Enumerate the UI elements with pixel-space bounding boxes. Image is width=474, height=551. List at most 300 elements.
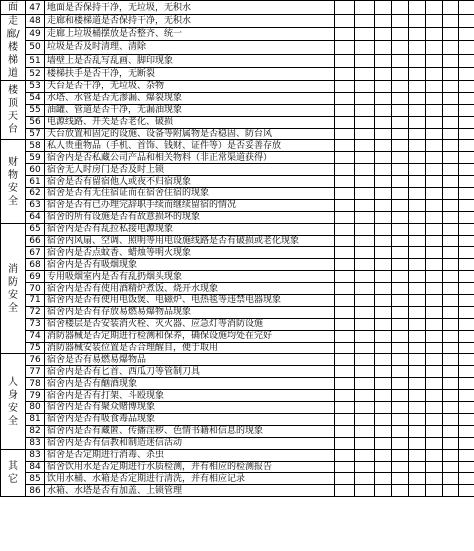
check-cell[interactable] <box>459 354 474 366</box>
check-cell[interactable] <box>355 247 375 259</box>
check-cell[interactable] <box>392 473 409 485</box>
check-cell[interactable] <box>459 1 474 15</box>
check-cell[interactable] <box>459 259 474 271</box>
check-cell[interactable] <box>459 461 474 473</box>
check-cell[interactable] <box>409 67 426 80</box>
check-cell[interactable] <box>409 378 426 390</box>
check-cell[interactable] <box>335 28 355 41</box>
check-cell[interactable] <box>355 41 375 54</box>
check-cell[interactable] <box>426 390 443 402</box>
check-cell[interactable] <box>355 176 375 188</box>
check-cell[interactable] <box>409 271 426 283</box>
check-cell[interactable] <box>443 116 459 128</box>
check-cell[interactable] <box>392 342 409 354</box>
check-cell[interactable] <box>459 140 474 152</box>
check-cell[interactable] <box>443 1 459 15</box>
check-cell[interactable] <box>392 28 409 41</box>
check-cell[interactable] <box>355 390 375 402</box>
check-cell[interactable] <box>392 152 409 164</box>
check-cell[interactable] <box>375 449 392 461</box>
check-cell[interactable] <box>409 41 426 54</box>
check-cell[interactable] <box>335 176 355 188</box>
check-cell[interactable] <box>335 128 355 140</box>
check-cell[interactable] <box>426 54 443 67</box>
check-cell[interactable] <box>409 128 426 140</box>
check-cell[interactable] <box>335 390 355 402</box>
check-cell[interactable] <box>459 15 474 28</box>
check-cell[interactable] <box>335 211 355 223</box>
check-cell[interactable] <box>426 92 443 104</box>
check-cell[interactable] <box>443 473 459 485</box>
check-cell[interactable] <box>426 461 443 473</box>
check-cell[interactable] <box>426 152 443 164</box>
check-cell[interactable] <box>443 437 459 449</box>
check-cell[interactable] <box>426 140 443 152</box>
check-cell[interactable] <box>335 461 355 473</box>
check-cell[interactable] <box>409 295 426 307</box>
check-cell[interactable] <box>375 164 392 176</box>
check-cell[interactable] <box>375 485 392 497</box>
check-cell[interactable] <box>375 188 392 200</box>
check-cell[interactable] <box>459 247 474 259</box>
check-cell[interactable] <box>443 295 459 307</box>
check-cell[interactable] <box>443 425 459 437</box>
check-cell[interactable] <box>443 211 459 223</box>
check-cell[interactable] <box>355 413 375 425</box>
check-cell[interactable] <box>392 211 409 223</box>
check-cell[interactable] <box>409 283 426 295</box>
check-cell[interactable] <box>426 259 443 271</box>
check-cell[interactable] <box>426 28 443 41</box>
check-cell[interactable] <box>355 283 375 295</box>
check-cell[interactable] <box>426 342 443 354</box>
check-cell[interactable] <box>409 318 426 330</box>
check-cell[interactable] <box>375 176 392 188</box>
check-cell[interactable] <box>409 402 426 414</box>
check-cell[interactable] <box>459 402 474 414</box>
check-cell[interactable] <box>392 354 409 366</box>
check-cell[interactable] <box>426 247 443 259</box>
check-cell[interactable] <box>426 67 443 80</box>
check-cell[interactable] <box>426 378 443 390</box>
check-cell[interactable] <box>392 413 409 425</box>
check-cell[interactable] <box>459 342 474 354</box>
check-cell[interactable] <box>443 81 459 93</box>
check-cell[interactable] <box>426 15 443 28</box>
check-cell[interactable] <box>392 164 409 176</box>
check-cell[interactable] <box>335 342 355 354</box>
check-cell[interactable] <box>392 425 409 437</box>
check-cell[interactable] <box>459 283 474 295</box>
check-cell[interactable] <box>392 271 409 283</box>
check-cell[interactable] <box>375 413 392 425</box>
check-cell[interactable] <box>392 449 409 461</box>
check-cell[interactable] <box>392 402 409 414</box>
check-cell[interactable] <box>409 211 426 223</box>
check-cell[interactable] <box>375 259 392 271</box>
check-cell[interactable] <box>426 473 443 485</box>
check-cell[interactable] <box>355 128 375 140</box>
check-cell[interactable] <box>459 176 474 188</box>
check-cell[interactable] <box>355 211 375 223</box>
check-cell[interactable] <box>355 164 375 176</box>
check-cell[interactable] <box>426 1 443 15</box>
check-cell[interactable] <box>335 295 355 307</box>
check-cell[interactable] <box>335 378 355 390</box>
check-cell[interactable] <box>409 354 426 366</box>
check-cell[interactable] <box>355 449 375 461</box>
check-cell[interactable] <box>335 235 355 247</box>
check-cell[interactable] <box>392 366 409 378</box>
check-cell[interactable] <box>409 188 426 200</box>
check-cell[interactable] <box>335 437 355 449</box>
check-cell[interactable] <box>426 449 443 461</box>
check-cell[interactable] <box>392 223 409 235</box>
check-cell[interactable] <box>392 128 409 140</box>
check-cell[interactable] <box>443 402 459 414</box>
check-cell[interactable] <box>335 247 355 259</box>
check-cell[interactable] <box>335 41 355 54</box>
check-cell[interactable] <box>426 402 443 414</box>
check-cell[interactable] <box>355 354 375 366</box>
check-cell[interactable] <box>375 342 392 354</box>
check-cell[interactable] <box>355 235 375 247</box>
check-cell[interactable] <box>459 306 474 318</box>
check-cell[interactable] <box>355 28 375 41</box>
check-cell[interactable] <box>426 283 443 295</box>
check-cell[interactable] <box>375 54 392 67</box>
check-cell[interactable] <box>335 402 355 414</box>
check-cell[interactable] <box>355 92 375 104</box>
check-cell[interactable] <box>392 15 409 28</box>
check-cell[interactable] <box>392 41 409 54</box>
check-cell[interactable] <box>392 318 409 330</box>
check-cell[interactable] <box>443 366 459 378</box>
check-cell[interactable] <box>392 140 409 152</box>
check-cell[interactable] <box>459 378 474 390</box>
check-cell[interactable] <box>392 378 409 390</box>
check-cell[interactable] <box>375 104 392 116</box>
check-cell[interactable] <box>409 1 426 15</box>
check-cell[interactable] <box>459 199 474 211</box>
check-cell[interactable] <box>335 271 355 283</box>
check-cell[interactable] <box>409 437 426 449</box>
check-cell[interactable] <box>409 425 426 437</box>
check-cell[interactable] <box>426 164 443 176</box>
check-cell[interactable] <box>409 259 426 271</box>
check-cell[interactable] <box>409 449 426 461</box>
check-cell[interactable] <box>443 15 459 28</box>
check-cell[interactable] <box>375 330 392 342</box>
check-cell[interactable] <box>375 1 392 15</box>
check-cell[interactable] <box>443 271 459 283</box>
check-cell[interactable] <box>355 366 375 378</box>
check-cell[interactable] <box>426 330 443 342</box>
check-cell[interactable] <box>392 54 409 67</box>
check-cell[interactable] <box>459 54 474 67</box>
check-cell[interactable] <box>443 235 459 247</box>
check-cell[interactable] <box>375 67 392 80</box>
check-cell[interactable] <box>443 188 459 200</box>
check-cell[interactable] <box>335 1 355 15</box>
check-cell[interactable] <box>335 15 355 28</box>
check-cell[interactable] <box>335 413 355 425</box>
check-cell[interactable] <box>392 437 409 449</box>
check-cell[interactable] <box>375 140 392 152</box>
check-cell[interactable] <box>459 330 474 342</box>
check-cell[interactable] <box>375 128 392 140</box>
check-cell[interactable] <box>426 295 443 307</box>
check-cell[interactable] <box>355 318 375 330</box>
check-cell[interactable] <box>409 15 426 28</box>
check-cell[interactable] <box>335 473 355 485</box>
check-cell[interactable] <box>375 283 392 295</box>
check-cell[interactable] <box>375 425 392 437</box>
check-cell[interactable] <box>375 366 392 378</box>
check-cell[interactable] <box>409 473 426 485</box>
check-cell[interactable] <box>459 81 474 93</box>
check-cell[interactable] <box>375 318 392 330</box>
check-cell[interactable] <box>335 81 355 93</box>
check-cell[interactable] <box>459 413 474 425</box>
check-cell[interactable] <box>426 437 443 449</box>
check-cell[interactable] <box>335 330 355 342</box>
check-cell[interactable] <box>409 152 426 164</box>
check-cell[interactable] <box>355 402 375 414</box>
check-cell[interactable] <box>443 128 459 140</box>
check-cell[interactable] <box>392 485 409 497</box>
check-cell[interactable] <box>355 15 375 28</box>
check-cell[interactable] <box>409 330 426 342</box>
check-cell[interactable] <box>335 354 355 366</box>
check-cell[interactable] <box>409 366 426 378</box>
check-cell[interactable] <box>443 354 459 366</box>
check-cell[interactable] <box>443 259 459 271</box>
check-cell[interactable] <box>443 390 459 402</box>
check-cell[interactable] <box>426 366 443 378</box>
check-cell[interactable] <box>375 28 392 41</box>
check-cell[interactable] <box>443 104 459 116</box>
check-cell[interactable] <box>409 485 426 497</box>
check-cell[interactable] <box>459 366 474 378</box>
check-cell[interactable] <box>392 306 409 318</box>
check-cell[interactable] <box>409 81 426 93</box>
check-cell[interactable] <box>375 15 392 28</box>
check-cell[interactable] <box>355 342 375 354</box>
check-cell[interactable] <box>409 140 426 152</box>
check-cell[interactable] <box>335 104 355 116</box>
check-cell[interactable] <box>409 306 426 318</box>
check-cell[interactable] <box>459 449 474 461</box>
check-cell[interactable] <box>443 342 459 354</box>
check-cell[interactable] <box>459 390 474 402</box>
check-cell[interactable] <box>335 188 355 200</box>
check-cell[interactable] <box>335 116 355 128</box>
check-cell[interactable] <box>409 104 426 116</box>
check-cell[interactable] <box>355 54 375 67</box>
check-cell[interactable] <box>426 176 443 188</box>
check-cell[interactable] <box>426 116 443 128</box>
check-cell[interactable] <box>375 92 392 104</box>
check-cell[interactable] <box>443 54 459 67</box>
check-cell[interactable] <box>443 92 459 104</box>
check-cell[interactable] <box>375 271 392 283</box>
check-cell[interactable] <box>459 104 474 116</box>
check-cell[interactable] <box>459 318 474 330</box>
check-cell[interactable] <box>459 128 474 140</box>
check-cell[interactable] <box>409 199 426 211</box>
check-cell[interactable] <box>459 295 474 307</box>
check-cell[interactable] <box>335 318 355 330</box>
check-cell[interactable] <box>335 67 355 80</box>
check-cell[interactable] <box>409 413 426 425</box>
check-cell[interactable] <box>459 223 474 235</box>
check-cell[interactable] <box>392 330 409 342</box>
check-cell[interactable] <box>392 1 409 15</box>
check-cell[interactable] <box>459 67 474 80</box>
check-cell[interactable] <box>392 259 409 271</box>
check-cell[interactable] <box>426 235 443 247</box>
check-cell[interactable] <box>392 176 409 188</box>
check-cell[interactable] <box>375 223 392 235</box>
check-cell[interactable] <box>443 199 459 211</box>
check-cell[interactable] <box>443 330 459 342</box>
check-cell[interactable] <box>392 247 409 259</box>
check-cell[interactable] <box>459 485 474 497</box>
check-cell[interactable] <box>443 306 459 318</box>
check-cell[interactable] <box>375 390 392 402</box>
check-cell[interactable] <box>335 152 355 164</box>
check-cell[interactable] <box>443 318 459 330</box>
check-cell[interactable] <box>443 223 459 235</box>
check-cell[interactable] <box>409 92 426 104</box>
check-cell[interactable] <box>355 473 375 485</box>
check-cell[interactable] <box>355 485 375 497</box>
check-cell[interactable] <box>426 188 443 200</box>
check-cell[interactable] <box>392 104 409 116</box>
check-cell[interactable] <box>409 390 426 402</box>
check-cell[interactable] <box>392 390 409 402</box>
check-cell[interactable] <box>375 378 392 390</box>
check-cell[interactable] <box>375 306 392 318</box>
check-cell[interactable] <box>335 54 355 67</box>
check-cell[interactable] <box>375 354 392 366</box>
check-cell[interactable] <box>459 211 474 223</box>
check-cell[interactable] <box>426 211 443 223</box>
check-cell[interactable] <box>443 140 459 152</box>
check-cell[interactable] <box>426 425 443 437</box>
check-cell[interactable] <box>443 378 459 390</box>
check-cell[interactable] <box>392 116 409 128</box>
check-cell[interactable] <box>426 104 443 116</box>
check-cell[interactable] <box>426 413 443 425</box>
check-cell[interactable] <box>426 318 443 330</box>
check-cell[interactable] <box>335 485 355 497</box>
check-cell[interactable] <box>355 104 375 116</box>
check-cell[interactable] <box>355 199 375 211</box>
check-cell[interactable] <box>409 223 426 235</box>
check-cell[interactable] <box>459 116 474 128</box>
check-cell[interactable] <box>355 461 375 473</box>
check-cell[interactable] <box>335 425 355 437</box>
check-cell[interactable] <box>355 330 375 342</box>
check-cell[interactable] <box>392 283 409 295</box>
check-cell[interactable] <box>459 437 474 449</box>
check-cell[interactable] <box>375 41 392 54</box>
check-cell[interactable] <box>409 342 426 354</box>
check-cell[interactable] <box>392 295 409 307</box>
check-cell[interactable] <box>426 306 443 318</box>
check-cell[interactable] <box>375 402 392 414</box>
check-cell[interactable] <box>426 81 443 93</box>
check-cell[interactable] <box>375 247 392 259</box>
check-cell[interactable] <box>392 92 409 104</box>
check-cell[interactable] <box>459 28 474 41</box>
check-cell[interactable] <box>426 271 443 283</box>
check-cell[interactable] <box>459 152 474 164</box>
check-cell[interactable] <box>355 81 375 93</box>
check-cell[interactable] <box>335 92 355 104</box>
check-cell[interactable] <box>375 437 392 449</box>
check-cell[interactable] <box>392 199 409 211</box>
check-cell[interactable] <box>355 425 375 437</box>
check-cell[interactable] <box>335 366 355 378</box>
check-cell[interactable] <box>443 461 459 473</box>
check-cell[interactable] <box>392 188 409 200</box>
check-cell[interactable] <box>426 199 443 211</box>
check-cell[interactable] <box>355 259 375 271</box>
check-cell[interactable] <box>335 223 355 235</box>
check-cell[interactable] <box>335 164 355 176</box>
check-cell[interactable] <box>443 485 459 497</box>
check-cell[interactable] <box>459 235 474 247</box>
check-cell[interactable] <box>443 28 459 41</box>
check-cell[interactable] <box>409 176 426 188</box>
check-cell[interactable] <box>443 67 459 80</box>
check-cell[interactable] <box>375 295 392 307</box>
check-cell[interactable] <box>392 81 409 93</box>
check-cell[interactable] <box>355 306 375 318</box>
check-cell[interactable] <box>355 295 375 307</box>
check-cell[interactable] <box>426 128 443 140</box>
check-cell[interactable] <box>443 41 459 54</box>
check-cell[interactable] <box>409 247 426 259</box>
check-cell[interactable] <box>409 28 426 41</box>
check-cell[interactable] <box>459 271 474 283</box>
check-cell[interactable] <box>459 92 474 104</box>
check-cell[interactable] <box>443 283 459 295</box>
check-cell[interactable] <box>443 152 459 164</box>
check-cell[interactable] <box>443 449 459 461</box>
check-cell[interactable] <box>335 199 355 211</box>
check-cell[interactable] <box>335 259 355 271</box>
check-cell[interactable] <box>355 116 375 128</box>
check-cell[interactable] <box>459 188 474 200</box>
check-cell[interactable] <box>426 485 443 497</box>
check-cell[interactable] <box>375 199 392 211</box>
check-cell[interactable] <box>459 41 474 54</box>
check-cell[interactable] <box>355 67 375 80</box>
check-cell[interactable] <box>375 211 392 223</box>
check-cell[interactable] <box>355 1 375 15</box>
check-cell[interactable] <box>355 140 375 152</box>
check-cell[interactable] <box>355 378 375 390</box>
check-cell[interactable] <box>426 223 443 235</box>
check-cell[interactable] <box>459 164 474 176</box>
check-cell[interactable] <box>355 271 375 283</box>
check-cell[interactable] <box>355 223 375 235</box>
check-cell[interactable] <box>335 306 355 318</box>
